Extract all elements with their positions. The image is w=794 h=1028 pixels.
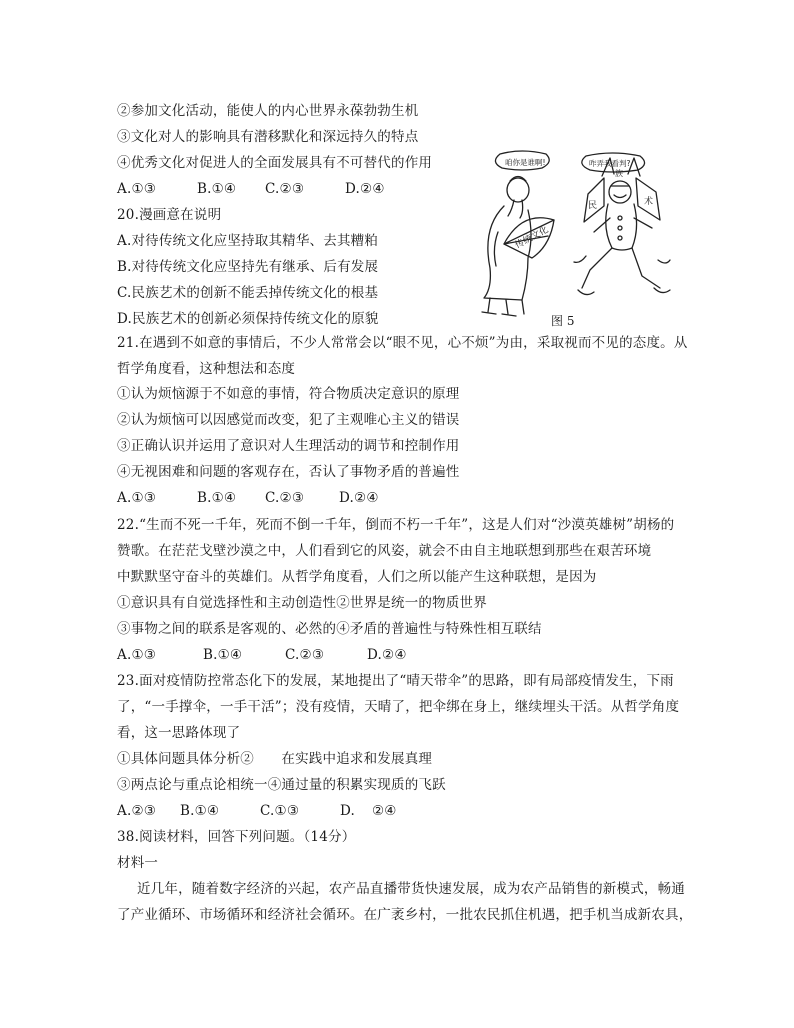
question-22: 22.“生而不死一千年，死而不倒一千年，倒而不朽一千年”，这是人们对“沙漠英雄树”胡杨的 — [117, 517, 675, 533]
scholar-robe — [484, 206, 531, 300]
q19-options — [117, 180, 385, 198]
option-b[interactable]: B.①④ — [197, 181, 237, 197]
question-38: 38.阅读材料，回答下列问题。（14分） — [117, 829, 356, 845]
flag-mid-text: 族 — [615, 169, 623, 178]
q21-options — [117, 489, 379, 507]
q21-statement-3: ③正确认识并运用了意识对人生理活动的调节和控制作用 — [117, 438, 460, 454]
option-b[interactable]: B.①④ — [203, 647, 243, 663]
statement-4: ④优秀文化对促进人的全面发展具有不可替代的作用 — [117, 155, 433, 171]
option-a[interactable]: A.①③ — [117, 181, 157, 197]
q20-option-a[interactable]: A.对待传统文化应坚持取其精华、去其糟粕 — [117, 233, 379, 249]
question-20: 20.漫画意在说明 — [117, 207, 222, 223]
q20-option-c[interactable]: C.民族艺术的创新不能丢掉传统文化的根基 — [117, 285, 379, 301]
figure-caption: 图 5 — [551, 314, 575, 328]
question-23-cont: 了，“一手撑伞，一手干活”；没有疫情，天晴了，把伞绑在身上，继续埋头干活。从哲学角度 — [117, 699, 680, 715]
option-d[interactable]: D.②④ — [367, 647, 407, 663]
option-a[interactable]: A.①③ — [117, 490, 157, 506]
flag-left-text: 民 — [588, 201, 598, 211]
option-c[interactable]: C.②③ — [265, 490, 305, 506]
scholar-head — [507, 178, 529, 202]
q23-statements-2: ③两点论与重点论相统一④通过量的积累实现质的飞跃 — [117, 777, 446, 793]
material-1-heading: 材料一 — [117, 855, 159, 871]
option-a[interactable]: A.①③ — [117, 647, 157, 663]
question-21: 21.在遇到不如意的事情后，不少人常常会以“眼不见，心不烦”为由，采取视而不见的态度。从 — [117, 335, 688, 351]
option-c[interactable]: C.②③ — [285, 647, 325, 663]
option-d-value: ②④ — [372, 803, 397, 819]
flag-right-text: 术 — [644, 197, 654, 207]
left-bubble-text: 咱你是谁啊! — [505, 158, 546, 167]
q20-option-d[interactable]: D.民族艺术的创新必须保持传统文化的原貌 — [117, 311, 379, 327]
q22-statements-2: ③事物之间的联系是客观的、必然的④矛盾的普遍性与特殊性相互联结 — [117, 621, 542, 637]
statement-3: ③文化对人的影响具有潜移默化和深远持久的特点 — [117, 129, 419, 145]
flag-left — [584, 178, 604, 222]
option-b[interactable]: B.①④ — [197, 490, 237, 506]
q21-statement-2: ②认为烦恼可以因感觉而改变，犯了主观唯心主义的错误 — [117, 412, 460, 428]
q23-options — [117, 802, 397, 820]
material-1-paragraph-line-1: 近几年，随着数字经济的兴起，农产品直播带货快速发展，成为农产品销售的新模式，畅通 — [137, 881, 685, 897]
question-21-cont: 哲学角度看，这种想法和态度 — [117, 361, 296, 377]
option-b[interactable]: B.①④ — [180, 803, 220, 819]
right-bubble-text: 咋弄我看判? — [589, 159, 631, 168]
performer-head — [609, 181, 631, 203]
option-d[interactable]: D. — [340, 803, 356, 819]
option-d[interactable]: D.②④ — [345, 181, 385, 197]
q20-option-b[interactable]: B.对待传统文化应坚持先有继承、后有发展 — [117, 259, 379, 275]
material-1-paragraph-line-2: 了产业循环、市场循环和经济社会循环。在广袤乡村，一批农民抓住机遇，把手机当成新农具， — [117, 907, 693, 923]
q21-statement-1: ①认为烦恼源于不如意的事情，符合物质决定意识的原理 — [117, 386, 460, 402]
option-d[interactable]: D.②④ — [339, 490, 379, 506]
cartoon-figure-5 — [462, 148, 682, 330]
option-c[interactable]: C.②③ — [265, 181, 305, 197]
question-23: 23.面对疫情防控常态化下的发展，某地提出了“晴天带伞”的思路，即有局部疫情发生，下雨 — [117, 673, 674, 689]
question-23-cont2: 看，这一思路体现了 — [117, 725, 241, 741]
option-a[interactable]: A.②③ — [117, 803, 157, 819]
q22-options — [117, 646, 407, 664]
question-22-cont2: 中默默坚守奋斗的英雄们。从哲学角度看，人们之所以能产生这种联想，是因为 — [117, 569, 597, 585]
q23-statements-1: ①具体问题具体分析② 在实践中追求和发展真理 — [117, 751, 433, 767]
q22-statements-1: ①意识具有自觉选择性和主动创造性②世界是统一的物质世界 — [117, 595, 487, 611]
statement-2: ②参加文化活动，能使人的内心世界永葆勃勃生机 — [117, 103, 419, 119]
question-22-cont: 赞歌。在茫茫戈壁沙漠之中，人们看到它的风姿，就会不由自主地联想到那些在艰苦环境 — [117, 543, 652, 559]
q21-statement-4: ④无视困难和问题的客观存在，否认了事物矛盾的普遍性 — [117, 464, 460, 480]
option-c[interactable]: C.①③ — [260, 803, 300, 819]
fan-text: 传统文化 — [513, 225, 551, 251]
